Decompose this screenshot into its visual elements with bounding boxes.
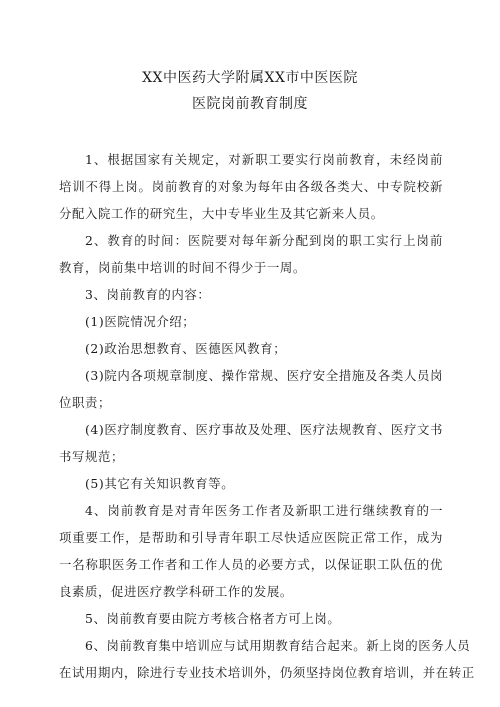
paragraph-3: 3、岗前教育的内容： bbox=[85, 287, 211, 302]
paragraph-6-line-2: 在试用期内，除进行专业技术培训外，仍须坚持岗位教育培训，并在转正 bbox=[59, 665, 475, 680]
document-title-hospital: XX中医药大学附属XX市中医医院 bbox=[142, 70, 358, 86]
paragraph-5: 5、岗前教育要由院方考核合格者方可上岗。 bbox=[85, 611, 341, 626]
list-item-2: (2)政治思想教育、医德医风教育； bbox=[85, 341, 287, 356]
list-item-3: (3)院内各项规章制度、操作常规、医疗安全措施及各类人员岗位职责； bbox=[59, 368, 443, 410]
list-item-4: (4)医疗制度教育、医疗事故及处理、医疗法规教育、医疗文书书写规范； bbox=[59, 422, 443, 464]
document-body bbox=[59, 146, 475, 686]
paragraph-4: 4、岗前教育是对青年医务工作者及新职工进行继续教育的一项重要工作，是帮助和引导青年职工尽快适应医院正常工作，成为一名称职医务工作者和工作人员的必要方式，以保证职工队伍的优良素质，促进医疗教学科研工作的发展。 bbox=[59, 503, 443, 599]
list-item-5: (5)其它有关知识教育等。 bbox=[85, 476, 235, 491]
document-title-regulation: 医院岗前教育制度 bbox=[192, 96, 308, 112]
paragraph-6-line-1: 6、岗前教育集中培训应与试用期教育结合起来。新上岗的医务人员 bbox=[85, 638, 471, 653]
paragraph-2: 2、教育的时间：医院要对每年新分配到岗的职工实行上岗前教育，岗前集中培训的时间不得少于一周。 bbox=[59, 233, 443, 275]
list-item-1: (1)医院情况介绍； bbox=[85, 314, 196, 329]
paragraph-1: 1、根据国家有关规定，对新职工要实行岗前教育，未经岗前培训不得上岗。岗前教育的对象为每年由各级各类大、中专院校新分配入院工作的研究生，大中专毕业生及其它新来人员。 bbox=[59, 152, 443, 221]
